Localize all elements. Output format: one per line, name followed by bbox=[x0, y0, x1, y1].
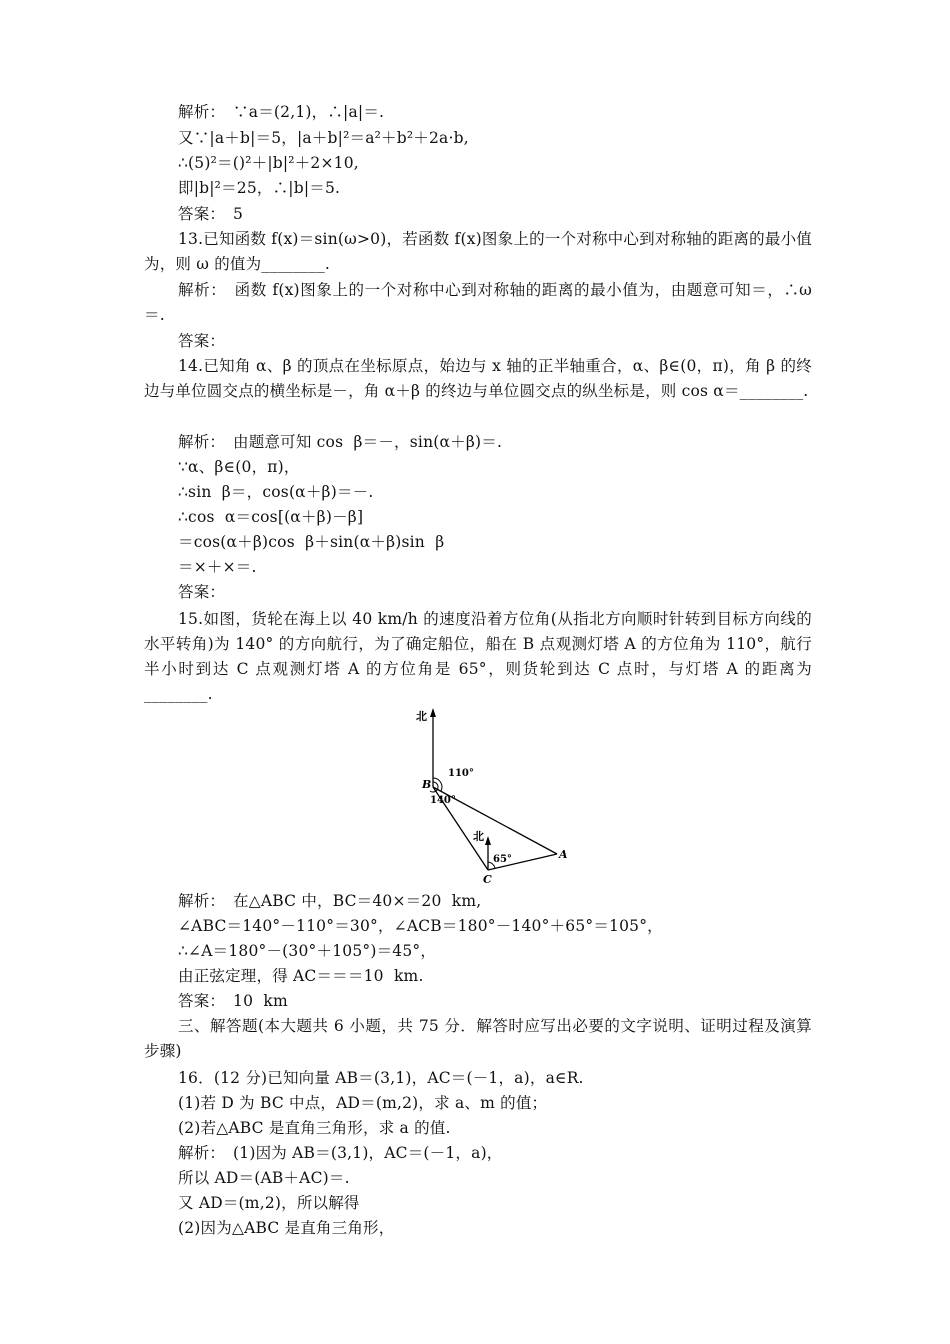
text-line: (2)若△ABC 是直角三角形，求 a 的值. bbox=[178, 1119, 451, 1137]
answer-line: 答案： 10 km bbox=[178, 992, 288, 1010]
point-label-a: A bbox=[559, 848, 568, 861]
answer-line: 答案： 5 bbox=[178, 205, 244, 223]
question-14-stem: 14.已知角 α、β 的顶点在坐标原点，始边与 x 轴的正半轴重合，α、β∈(0，π)，角 β 的终边与单位圆交点的横坐标是－，角 α＋β 的终边与单位圆交点的纵坐标是，则 cos α＝________. bbox=[144, 357, 812, 400]
text-line: ∴∠A＝180°－(30°＋105°)＝45°， bbox=[178, 942, 437, 960]
text-line: (2)因为△ABC 是直角三角形， bbox=[178, 1219, 395, 1237]
text-line: ＝cos(α＋β)cos β＋sin(α＋β)sin β bbox=[178, 533, 445, 551]
text-line: 又 AD＝(m,2)，所以解得 bbox=[178, 1194, 360, 1212]
section-heading: 三、解答题(本大题共 6 小题，共 75 分．解答时应写出必要的文字说明、证明过程及演算步骤) bbox=[144, 1017, 812, 1060]
text-line: ∴sin β＝，cos(α＋β)＝－. bbox=[178, 483, 374, 501]
answer-line: 答案： bbox=[178, 583, 226, 601]
text-line: 由正弦定理，得 AC＝＝＝10 km. bbox=[178, 967, 424, 985]
question-16-stem: 16．(12 分)已知向量 AB＝(3,1)，AC＝(－1，a)，a∈R. bbox=[178, 1069, 584, 1087]
text-line: 解析： 在△ABC 中，BC＝40×＝20 km, bbox=[178, 892, 482, 910]
north-arrowhead-c bbox=[485, 836, 491, 845]
angle-label-65: 65° bbox=[493, 854, 512, 865]
question-13-analysis: 解析： 函数 f(x)图象上的一个对称中心到对称轴的距离的最小值为，由题意可知＝，∴ω＝. bbox=[144, 281, 812, 324]
text-line: 解析： ∵a＝(2,1)，∴|a|＝. bbox=[178, 103, 385, 121]
angle-label-110: 110° bbox=[448, 768, 474, 779]
text-line: ∴cos α＝cos[(α＋β)－β] bbox=[178, 508, 364, 526]
north-arrowhead-b bbox=[430, 708, 436, 717]
text-line: 即|b|²＝25，∴|b|＝5. bbox=[178, 179, 341, 197]
navigation-diagram bbox=[400, 702, 580, 887]
text-line: (1)若 D 为 BC 中点，AD＝(m,2)，求 a、m 的值； bbox=[178, 1094, 548, 1112]
question-13-stem: 13.已知函数 f(x)＝sin(ω>0)，若函数 f(x)图象上的一个对称中心到对称轴的距离的最小值为，则 ω 的值为________. bbox=[144, 230, 812, 273]
north-label-top: 北 bbox=[416, 710, 427, 723]
north-label-c: 北 bbox=[473, 830, 484, 843]
point-label-b: B bbox=[422, 778, 432, 791]
answer-line: 答案： bbox=[178, 332, 226, 350]
question-15-stem: 15.如图，货轮在海上以 40 km/h 的速度沿着方位角(从指北方向顺时针转到目标方向线的水平转角)为 140° 的方向航行，为了确定船位，船在 B 点观测灯塔 A 的方位角为 110°，航行半小时到达 C 点观测灯塔 A 的方位角是 65°，则货轮到达 C 点时，与灯塔 A 的距离为________. bbox=[144, 610, 812, 703]
text-line: ∴(5)²＝()²＋|b|²＋2×10, bbox=[178, 154, 359, 172]
text-line: ＝×＋×＝. bbox=[178, 558, 257, 576]
text-line: 解析： (1)因为 AB＝(3,1)，AC＝(－1，a)， bbox=[178, 1144, 503, 1162]
text-line: 所以 AD＝(AB＋AC)＝. bbox=[178, 1169, 350, 1187]
text-line: 解析： 由题意可知 cos β＝－，sin(α＋β)＝. bbox=[178, 433, 503, 451]
point-label-c: C bbox=[483, 873, 492, 886]
text-line: 又∵|a＋b|＝5，|a＋b|²＝a²＋b²＋2a·b, bbox=[178, 129, 469, 147]
angle-label-140: 140° bbox=[430, 795, 456, 806]
text-line: ∵α、β∈(0，π)， bbox=[178, 458, 300, 476]
text-line: ∠ABC＝140°－110°＝30°，∠ACB＝180°－140°＋65°＝105°， bbox=[178, 917, 663, 935]
